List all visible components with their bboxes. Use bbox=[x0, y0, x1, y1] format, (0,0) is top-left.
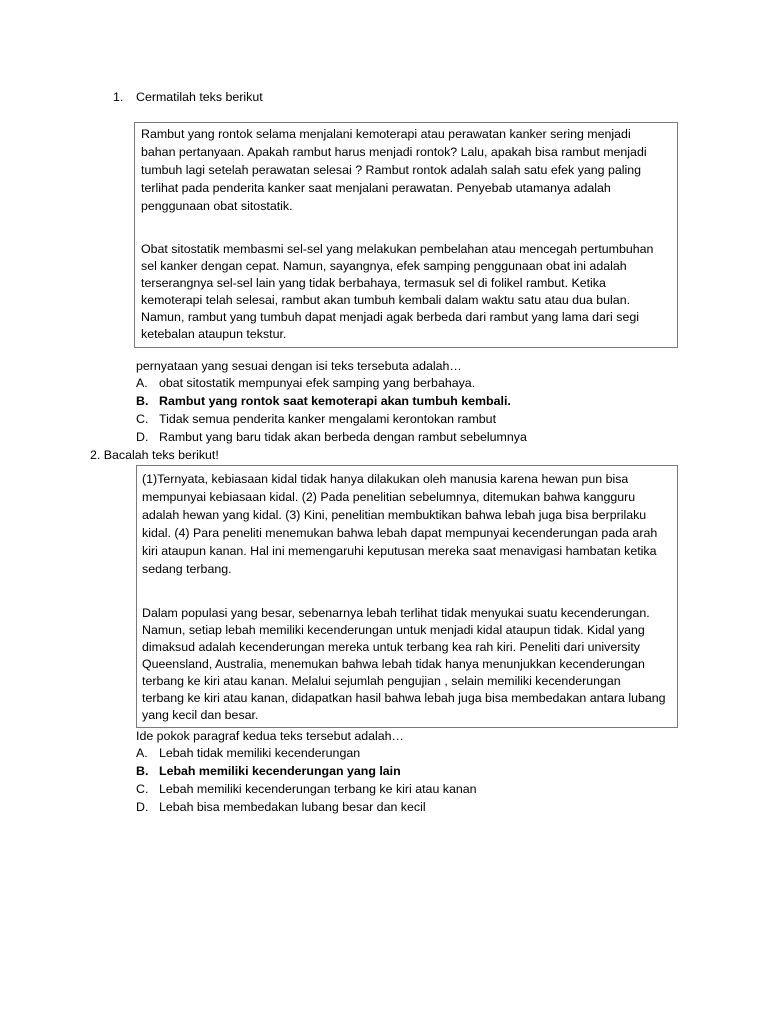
q2-p2-line: Dalam populasi yang besar, sebenarnya lebah terlihat tidak menyukai suatu kecenderungan. bbox=[142, 606, 650, 620]
q1-p1-line: penggunaan obat sitostatik. bbox=[141, 199, 293, 213]
q1-p2-line: Obat sitostatik membasmi sel-sel yang melakukan pembelahan atau mencegah pertumbuhan bbox=[141, 242, 654, 256]
q1-option-b-letter: B. bbox=[136, 394, 149, 408]
q1-p2-line: Namun, rambut yang tumbuh dapat menjadi agak berbeda dari rambut yang lama dari segi bbox=[141, 310, 639, 324]
q2-passage-box bbox=[136, 465, 678, 728]
q2-option-c: Lebah memiliki kecenderungan terbang ke kiri atau kanan bbox=[159, 782, 477, 796]
q2-p1-line: mempunyai kebiasaan kidal. (2) Pada penelitian sebelumnya, ditemukan bahwa kangguru bbox=[142, 490, 636, 504]
q1-p1-line: terlihat pada penderita kanker saat menjalani perawatan. Penyebab utamanya adalah bbox=[141, 181, 611, 195]
q2-option-b: Lebah memiliki kecenderungan yang lain bbox=[159, 764, 401, 778]
q1-p1-line: bahan pertanyaan. Apakah rambut harus menjadi rontok? Lalu, apakah bisa rambut menjadi bbox=[141, 145, 647, 159]
q2-option-d-letter: D. bbox=[136, 800, 149, 814]
q2-option-c-letter: C. bbox=[136, 782, 149, 796]
q1-p2-line: sel kanker dengan cepat. Namun, sayangnya, efek samping penggunaan obat ini adalah bbox=[141, 259, 627, 273]
q2-p1-line: sedang terbang. bbox=[142, 562, 232, 576]
q2-p2-line: dimaksud adalah kecenderungan mereka untuk terbang kea rah kiri. Peneliti dari university bbox=[142, 640, 640, 654]
q1-option-b: Rambut yang rontok saat kemoterapi akan tumbuh kembali. bbox=[159, 394, 511, 408]
q1-option-c: Tidak semua penderita kanker mengalami kerontokan rambut bbox=[159, 412, 497, 426]
q2-p1-line: (1)Ternyata, kebiasaan kidal tidak hanya dilakukan oleh manusia karena hewan pun bisa bbox=[142, 472, 629, 486]
q2-p2-line: Namun, setiap lebah memiliki kecenderungan untuk menjadi kidal ataupun tidak. Kidal yang bbox=[142, 623, 645, 637]
q1-number: 1. bbox=[113, 90, 124, 104]
q2-p2-line: yang kecil dan besar. bbox=[142, 708, 259, 722]
q2-option-a: Lebah tidak memiliki kecenderungan bbox=[159, 746, 361, 760]
q1-p2-line: kemoterapi telah selesai, rambut akan tumbuh kembali dalam waktu satu atau dua bulan. bbox=[141, 293, 631, 307]
q1-title: Cermatilah teks berikut bbox=[136, 90, 263, 104]
q2-p2-line: terbang ke kiri atau kanan. Melalui sejumlah pengujian , selain memiliki kecenderungan bbox=[142, 674, 621, 688]
q2-option-a-letter: A. bbox=[136, 746, 148, 760]
q1-p2-line: terserangnya sel-sel lain yang tidak berbahaya, termasuk sel di folikel rambut. Ketika bbox=[141, 276, 606, 290]
q2-p1-line: kidal. (4) Para peneliti menemukan bahwa lebah dapat mempunyai kecenderungan pada arah bbox=[142, 526, 658, 540]
q1-option-d-letter: D. bbox=[136, 430, 149, 444]
q2-p1-line: kiri ataupun kanan. Hal ini memengaruhi keputusan mereka saat menavigasi hambatan ketika bbox=[142, 544, 657, 558]
q2-question: Ide pokok paragraf kedua teks tersebut adalah… bbox=[136, 729, 404, 743]
q1-option-a-letter: A. bbox=[136, 376, 148, 390]
q1-p2-line: ketebalan ataupun tekstur. bbox=[141, 327, 287, 341]
q2-p1-line: adalah hewan yang kidal. (3) Kini, penelitian membuktikan bahwa lebah juga bisa berprilaku bbox=[142, 508, 647, 522]
q1-p1-line: Rambut yang rontok selama menjalani kemoterapi atau perawatan kanker sering menjadi bbox=[141, 127, 631, 141]
q1-p1-line: tumbuh lagi setelah perawatan selesai ? Rambut rontok adalah salah satu efek yang paling bbox=[141, 163, 642, 177]
q2-heading: 2. Bacalah teks berikut! bbox=[90, 448, 219, 462]
q1-option-d: Rambut yang baru tidak akan berbeda dengan rambut sebelumnya bbox=[159, 430, 527, 444]
q1-option-c-letter: C. bbox=[136, 412, 149, 426]
q2-p2-line: Queensland, Australia, menemukan bahwa lebah tidak hanya menunjukkan kecenderungan bbox=[142, 657, 645, 671]
q1-question: pernyataan yang sesuai dengan isi teks tersebuta adalah… bbox=[136, 359, 462, 373]
q2-p2-line: terbang ke kiri atau kanan, didapatkan hasil bahwa lebah juga bisa membedakan antara lubang bbox=[142, 691, 666, 705]
q1-passage-box bbox=[134, 122, 678, 348]
q2-option-b-letter: B. bbox=[136, 764, 149, 778]
q1-option-a: obat sitostatik mempunyai efek samping yang berbahaya. bbox=[159, 376, 476, 390]
q2-option-d: Lebah bisa membedakan lubang besar dan kecil bbox=[159, 800, 426, 814]
